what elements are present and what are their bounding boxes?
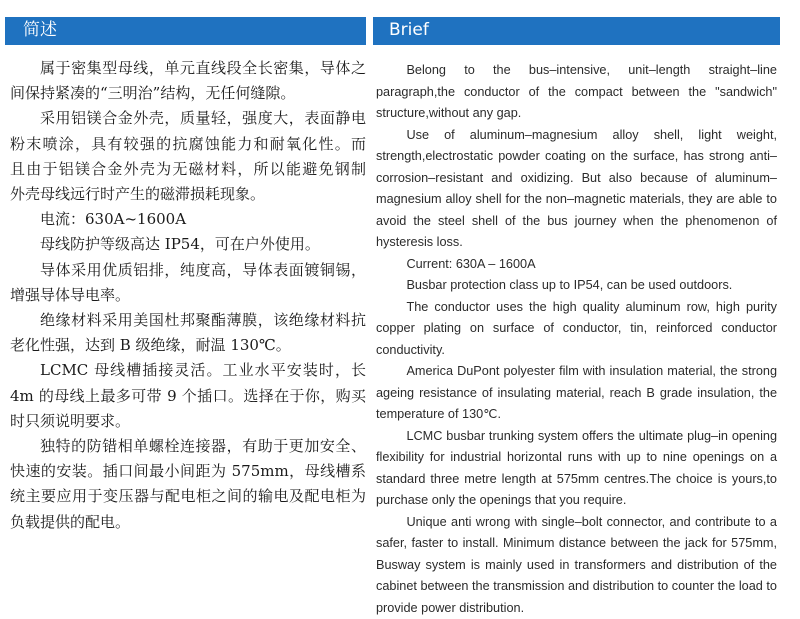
- chinese-section-title: 简述: [23, 16, 57, 44]
- en-paragraph-structure: Belong to the bus–intensive, unit–length straight–line paragraph,the conductor of the compact between the "sandwich" structure,without any gap.: [376, 60, 777, 125]
- en-paragraph-conductor: The conductor uses the high quality aluminum row, high purity copper plating on surface of conductor, tin, reinforced conductor conductivity.: [376, 297, 777, 362]
- chinese-section-header: [5, 17, 366, 45]
- en-paragraph-current: Current: 630A – 1600A: [376, 254, 777, 276]
- cn-paragraph-plugin: LCMC 母线槽插接灵活。工业水平安装时，长 4m 的母线上最多可带 9 个插口。选择在于你，购买时只须说明要求。: [10, 358, 366, 434]
- chinese-brief-column: [4, 56, 366, 535]
- en-paragraph-connector: Unique anti wrong with single–bolt connector, and contribute to a safer, faster to install. Minimum distance between the jack for 575mm, Busway system is mainly used in transformers and distribution of the cabinet between the transmission and distribution to counter the load to provide power distribution.: [376, 512, 777, 619]
- en-paragraph-insulation: America DuPont polyester film with insulation material, the strong ageing resistance of insulating material, reach B grade insulation, the temperature of 130℃.: [376, 361, 777, 426]
- cn-paragraph-conductor: 导体采用优质铝排，纯度高，导体表面镀铜锡，增强导体导电率。: [10, 258, 366, 308]
- en-paragraph-plugin: LCMC busbar trunking system offers the ultimate plug–in opening flexibility for industrial horizontal runs with up to nine openings on a standard three metre length at 575mm centres.The choice is yours,to purchase only the openings that you require.: [376, 426, 777, 512]
- cn-paragraph-current: 电流：630A~1600A: [10, 207, 366, 232]
- en-paragraph-protection: Busbar protection class up to IP54, can be used outdoors.: [376, 275, 777, 297]
- english-brief-column: [373, 56, 780, 619]
- cn-paragraph-protection: 母线防护等级高达 IP54，可在户外使用。: [10, 232, 366, 257]
- english-section-header: [373, 17, 780, 45]
- cn-paragraph-shell: 采用铝镁合金外壳，质量轻，强度大，表面静电粉末喷涂，具有较强的抗腐蚀能力和耐氧化性。而 且由于铝镁合金外壳为无磁材料，所以能避免钢制 外壳母线远行时产生的磁滞损耗现象。: [10, 106, 366, 207]
- cn-paragraph-structure: 属于密集型母线，单元直线段全长密集，导体之 间保持紧凑的“三明治”结构，无任何缝隙。: [10, 56, 366, 106]
- en-paragraph-shell: Use of aluminum–magnesium alloy shell, light weight, strength,electrostatic powder coating on the surface, has strong anti–corrosion–resistant and oxidizing. But also because of aluminum–magnesium alloy shell for the non–magnetic materials, they are able to avoid the steel shell of the bus journey when the phenomenon of hysteresis loss.: [376, 125, 777, 254]
- english-section-title: Brief: [389, 16, 429, 44]
- cn-paragraph-insulation: 绝缘材料采用美国杜邦聚酯薄膜，该绝缘材料抗老化性强，达到 B 级绝缘，耐温 130℃。: [10, 308, 366, 358]
- cn-paragraph-connector: 独特的防错相单螺栓连接器，有助于更加安全、快速的安装。插口间最小间距为 575mm，母线槽系 统主要应用于变压器与配电柜之间的输电及配电柜为负载提供的配电。: [10, 434, 366, 535]
